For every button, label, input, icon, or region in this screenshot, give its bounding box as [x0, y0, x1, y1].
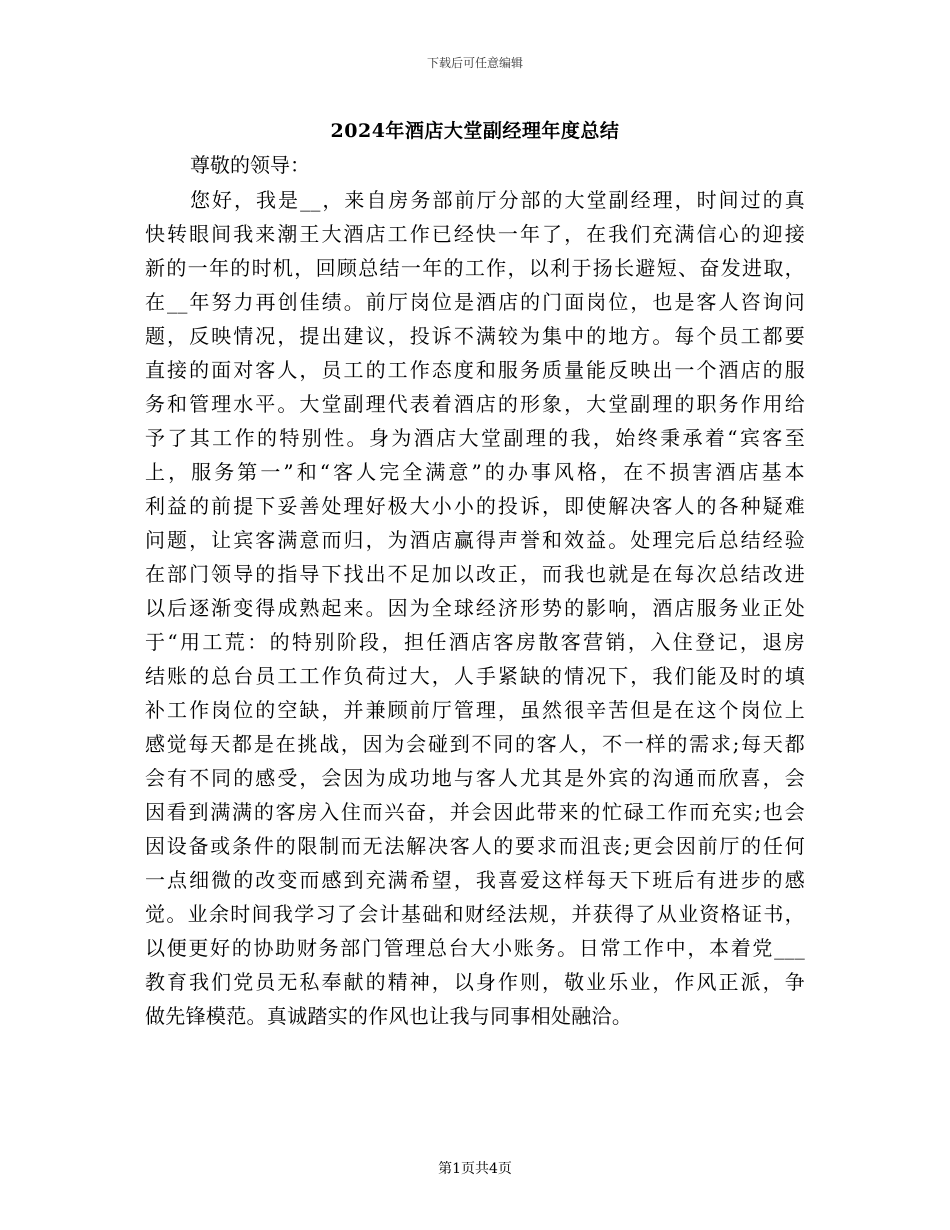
page-number: 第1页共4页	[438, 1161, 512, 1177]
salutation: 尊敬的领导：	[190, 153, 310, 177]
body-line: 一点细微的改变而感到充满希望，我喜爱这样每天下班后有进步的感	[145, 868, 805, 892]
body-line: 觉。业余时间我学习了会计基础和财经法规，并获得了从业资格证书，	[145, 902, 805, 926]
header-note: 下载后可任意编辑	[426, 56, 523, 70]
body-line: 快转眼间我来潮王大酒店工作已经快一年了，在我们充满信心的迎接	[145, 222, 805, 246]
body-line: 因看到满满的客房入住而兴奋，并会因此带来的忙碌工作而充实;也会	[145, 800, 805, 824]
body-line: 教育我们党员无私奉献的精神，以身作则，敬业乐业，作风正派，争	[145, 970, 805, 994]
body-line: 结账的总台员工工作负荷过大，人手紧缺的情况下，我们能及时的填	[145, 664, 805, 688]
document-title: 2024年酒店大堂副经理年度总结	[330, 120, 620, 142]
body-line: 直接的面对客人，员工的工作态度和服务质量能反映出一个酒店的服	[145, 358, 805, 382]
body-line: 题，反映情况，提出建议，投诉不满较为集中的地方。每个员工都要	[145, 324, 805, 348]
body-line: 做先锋模范。真诚踏实的作风也让我与同事相处融洽。	[145, 1004, 633, 1028]
body-line: 以后逐渐变得成熟起来。因为全球经济形势的影响，酒店服务业正处	[145, 596, 805, 620]
body-line: 新的一年的时机，回顾总结一年的工作，以利于扬长避短、奋发进取，	[145, 256, 805, 280]
body-line: 在__年努力再创佳绩。前厅岗位是酒店的门面岗位，也是客人咨询问	[145, 290, 805, 314]
body-line: 务和管理水平。大堂副理代表着酒店的形象，大堂副理的职务作用给	[145, 392, 805, 416]
body-line: 问题，让宾客满意而归，为酒店赢得声誉和效益。处理完后总结经验	[145, 528, 805, 552]
body-line: 在部门领导的指导下找出不足加以改正，而我也就是在每次总结改进	[145, 562, 805, 586]
body-line: 因设备或条件的限制而无法解决客人的要求而沮丧;更会因前厅的任何	[145, 834, 805, 858]
body-line: 补工作岗位的空缺，并兼顾前厅管理，虽然很辛苦但是在这个岗位上	[145, 698, 805, 722]
body-line: 以便更好的协助财务部门管理总台大小账务。日常工作中，本着党___	[145, 936, 805, 960]
body-line: 利益的前提下妥善处理好极大小小的投诉，即使解决客人的各种疑难	[145, 494, 805, 518]
body-line: 于“用工荒：的特别阶段，担任酒店客房散客营销，入住登记，退房	[145, 630, 805, 654]
body-line: 予了其工作的特别性。身为酒店大堂副理的我，始终秉承着“宾客至	[145, 426, 805, 450]
body-line: 会有不同的感受，会因为成功地与客人尤其是外宾的沟通而欣喜，会	[145, 766, 805, 790]
body-line: 感觉每天都是在挑战，因为会碰到不同的客人，不一样的需求;每天都	[145, 732, 805, 756]
body-line: 上，服务第一”和“客人完全满意”的办事风格，在不损害酒店基本	[145, 460, 805, 484]
body-line: 您好，我是__，来自房务部前厅分部的大堂副经理，时间过的真	[190, 188, 805, 212]
